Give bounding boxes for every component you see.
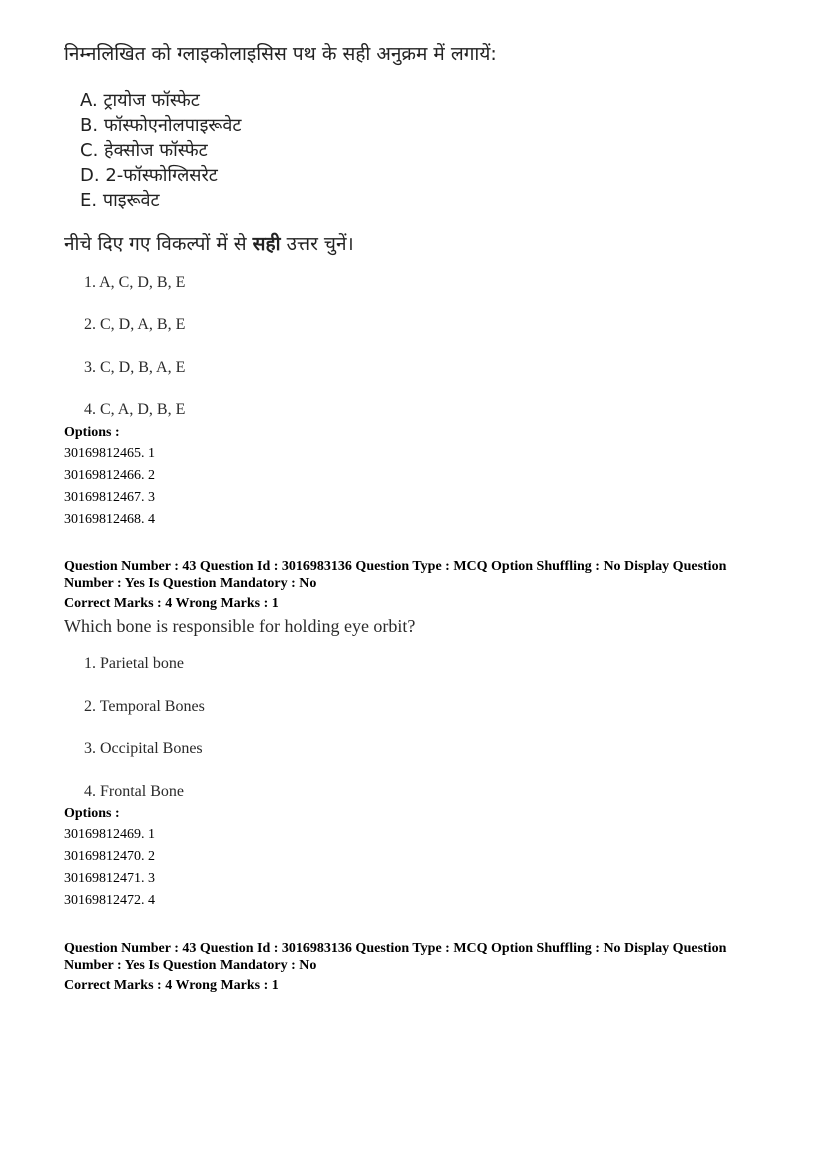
answer-choice-4: 4. C, A, D, B, E <box>84 401 186 418</box>
item-letter: A. <box>80 90 98 111</box>
question-marks: Correct Marks : 4 Wrong Marks : 1 <box>64 978 279 993</box>
option-id: 30169812470. 2 <box>64 849 155 864</box>
item-text: पाइरूवेट <box>102 190 160 211</box>
option-id: 30169812469. 1 <box>64 827 155 842</box>
item-letter: C. <box>80 140 99 161</box>
option-id: 30169812465. 1 <box>64 446 155 461</box>
question-meta-line1: Question Number : 43 Question Id : 3016983136 Question Type : MCQ Option Shuffling : No Display Question <box>64 559 727 574</box>
item-letter: E. <box>80 190 98 211</box>
item-letter: B. <box>80 115 99 136</box>
option-id: 30169812466. 2 <box>64 468 155 483</box>
answer-choice-1: 1. A, C, D, B, E <box>84 274 186 291</box>
option-id: 30169812467. 3 <box>64 490 155 505</box>
item-text: 2-फॉस्फोग्लिसरेट <box>105 165 218 186</box>
sequence-item-e <box>80 188 160 212</box>
option-id: 30169812471. 3 <box>64 871 155 886</box>
item-text: फॉस्फोएनोलपाइरूवेट <box>103 115 242 136</box>
answer-choice-3: 3. C, D, B, A, E <box>84 359 186 376</box>
sequence-item-d <box>80 163 218 187</box>
answer-choice-1: 1. Parietal bone <box>84 655 184 672</box>
item-text: हेक्सोज फॉस्फेट <box>104 140 208 161</box>
answer-choice-4: 4. Frontal Bone <box>84 783 184 800</box>
option-id: 30169812468. 4 <box>64 512 155 527</box>
emphasis-word: सही <box>252 233 281 255</box>
question-meta-line2: Number : Yes Is Question Mandatory : No <box>64 576 317 591</box>
answer-choice-2: 2. Temporal Bones <box>84 698 205 715</box>
instruction-text: नीचे दिए गए विकल्पों में से सही उत्तर चुनें। <box>64 233 354 255</box>
option-id: 30169812472. 4 <box>64 893 155 908</box>
options-label: Options : <box>64 425 120 440</box>
answer-choice-2: 2. C, D, A, B, E <box>84 316 186 333</box>
question-text: Which bone is responsible for holding eye orbit? <box>64 616 416 636</box>
options-label: Options : <box>64 806 120 821</box>
sequence-item-b <box>80 113 242 137</box>
question-text: निम्नलिखित को ग्लाइकोलाइसिस पथ के सही अनुक्रम में लगायें: <box>64 43 497 65</box>
sequence-item-c <box>80 138 208 162</box>
question-marks: Correct Marks : 4 Wrong Marks : 1 <box>64 596 279 611</box>
question-meta-line2: Number : Yes Is Question Mandatory : No <box>64 958 317 973</box>
item-letter: D. <box>80 165 100 186</box>
item-text: ट्रायोज फॉस्फेट <box>103 90 200 111</box>
sequence-item-a <box>80 88 200 112</box>
question-meta-line1: Question Number : 43 Question Id : 3016983136 Question Type : MCQ Option Shuffling : No Display Question <box>64 941 727 956</box>
answer-choice-3: 3. Occipital Bones <box>84 740 203 757</box>
